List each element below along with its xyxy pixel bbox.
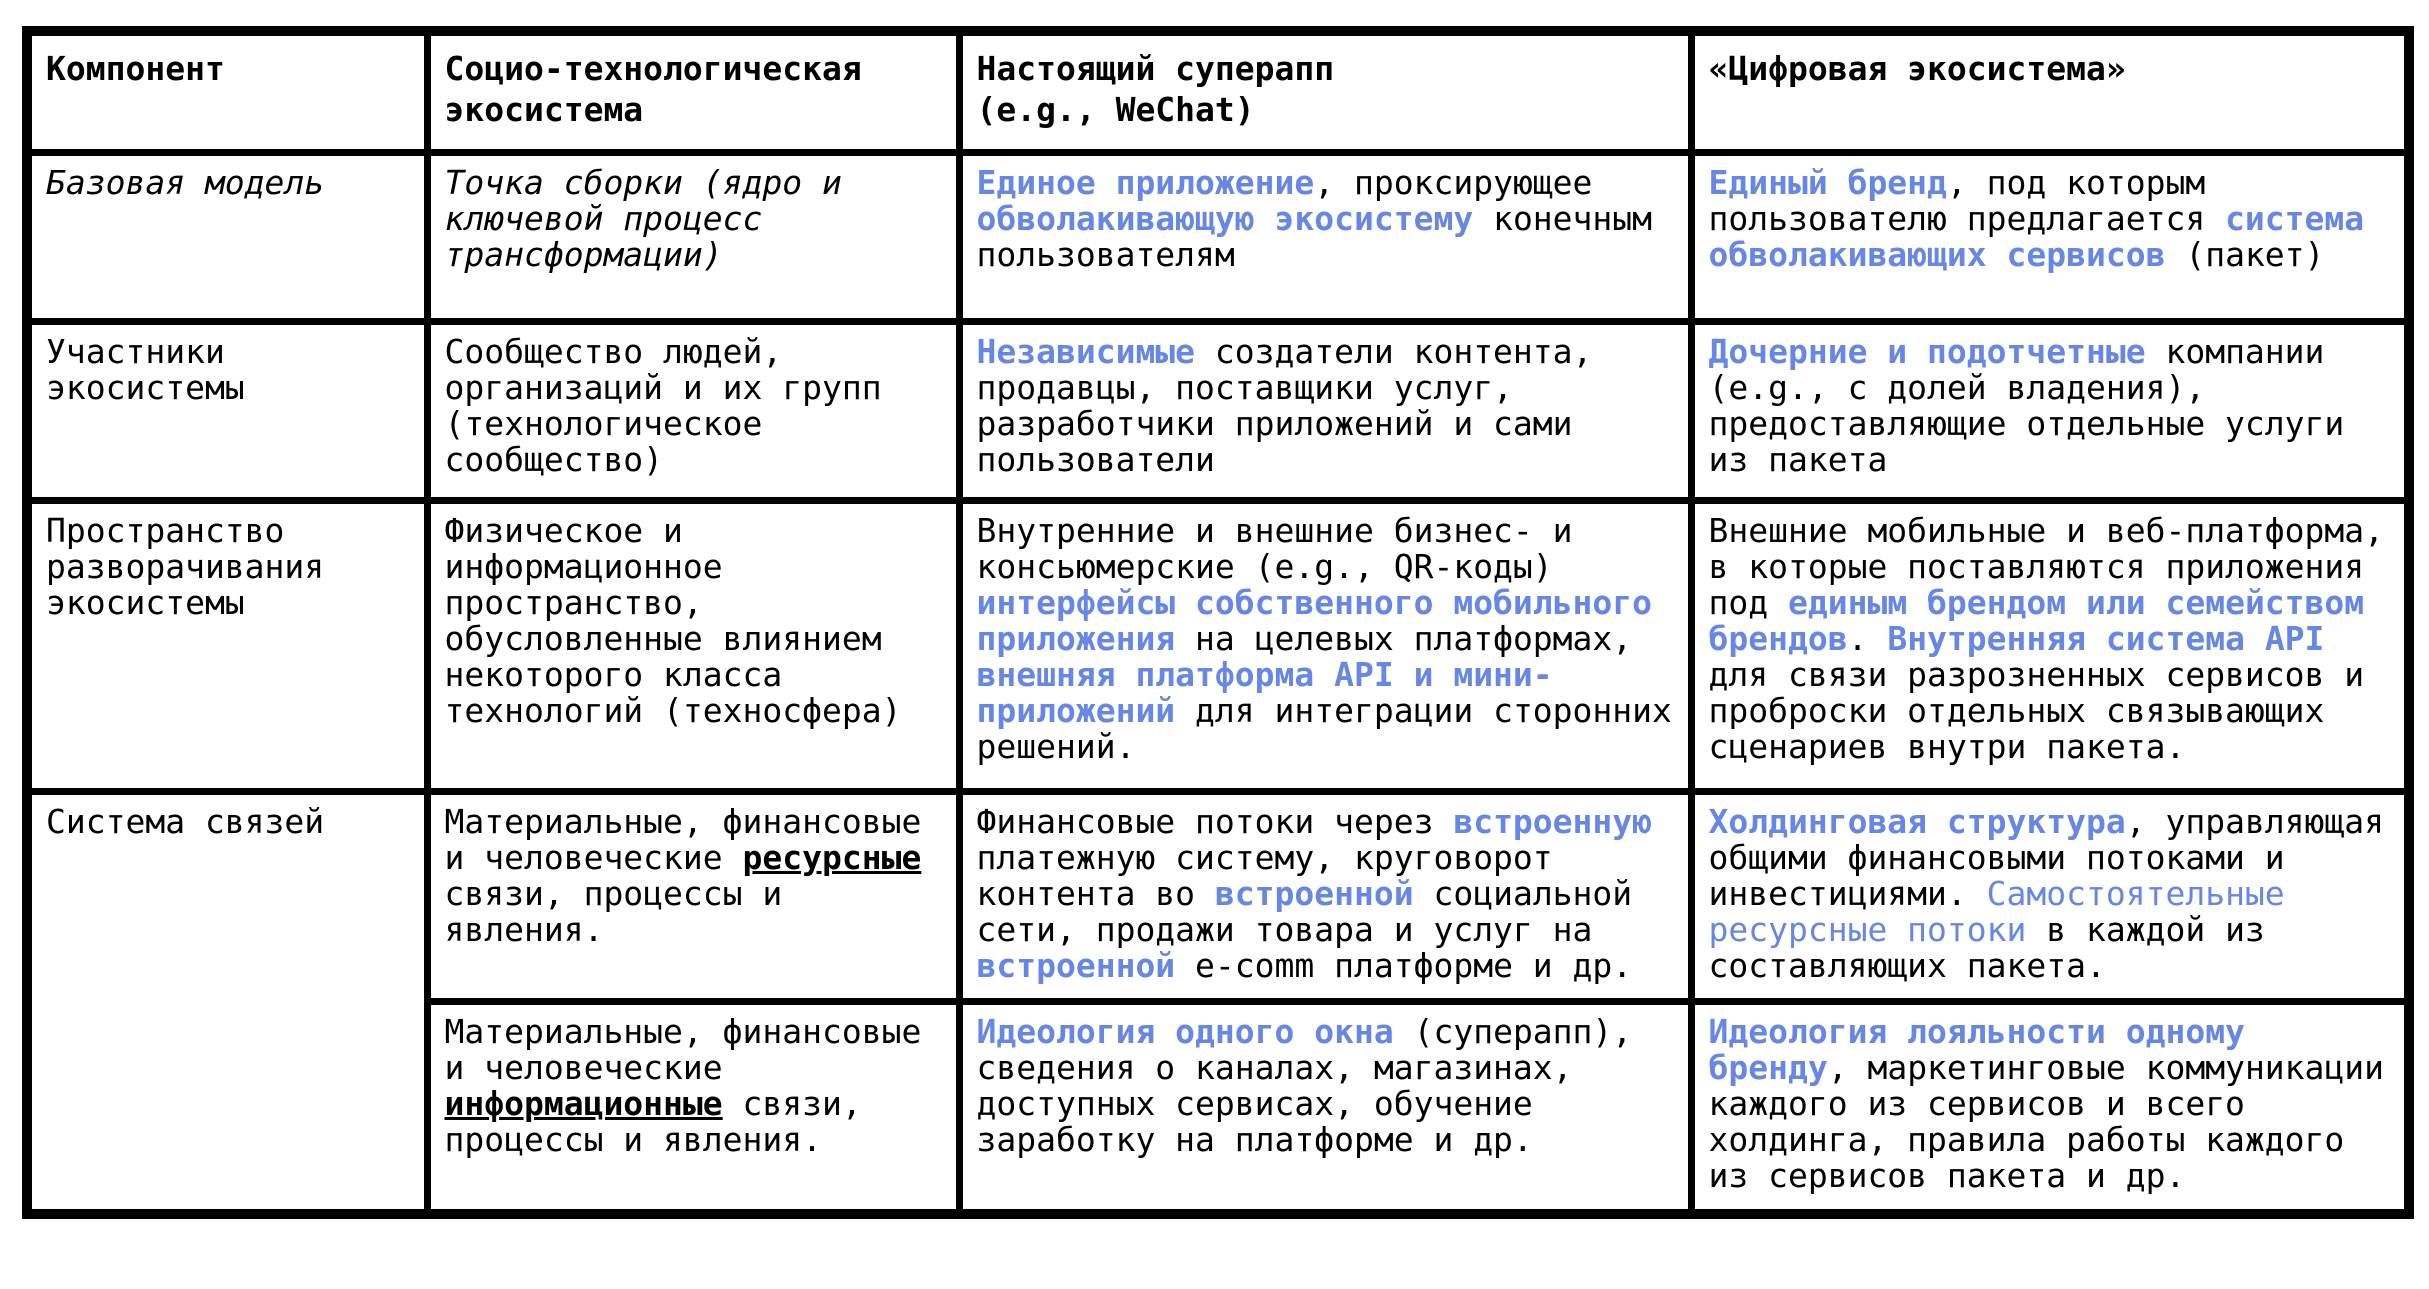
cell-base-model-digital bbox=[1691, 152, 2409, 321]
text-segment: Пространство разворачивания экосистемы bbox=[46, 510, 325, 622]
ecosystem-comparison-table bbox=[22, 26, 2414, 1219]
text-segment: социальной сети, продажи товара и услуг на bbox=[976, 873, 1633, 949]
text-segment: , маркетинговые коммуникации каждого из сервисов и всего холдинга, правила работы каждого из сервисов пакета и др. bbox=[1708, 1047, 2385, 1195]
cell-space-digital bbox=[1691, 500, 2409, 791]
text-segment: Материальные, финансовые и человеческие bbox=[444, 801, 922, 877]
cell-participants-superapp bbox=[959, 321, 1691, 500]
cell-connections-resource-socio bbox=[427, 791, 959, 1001]
text-segment: (суперапп), сведения о каналах, магазинах, доступных сервисах, обучение заработку на платформе и др. bbox=[976, 1011, 1633, 1159]
header-real-superapp bbox=[959, 31, 1691, 152]
cell-connections-resource-superapp bbox=[959, 791, 1691, 1001]
cell-base-model-superapp bbox=[959, 152, 1691, 321]
text-segment: для связи разрозненных сервисов и проброски отдельных связывающих сценариев внутри пакета. bbox=[1708, 654, 2365, 766]
cell-space-socio bbox=[427, 500, 959, 791]
text-segment-accent: Дочерние и подотчетные bbox=[1708, 331, 2146, 371]
text-segment-accent: единым брендом или семейством брендов bbox=[1708, 582, 2365, 658]
text-segment: в каждой из составляющих пакета. bbox=[1708, 909, 2265, 985]
header-label: Настоящий суперапп bbox=[976, 49, 1335, 88]
text-segment: конечным пользователям bbox=[976, 198, 1653, 274]
text-segment: , проксирующее bbox=[1314, 162, 1593, 202]
header-label: Компонент bbox=[46, 49, 225, 88]
text-segment-accent: система обволакивающих сервисов bbox=[1708, 198, 2365, 274]
cell-space-label bbox=[27, 500, 427, 791]
text-segment: компании (e.g., с долей владения), предоставляющие отдельные услуги из пакета bbox=[1708, 331, 2345, 479]
text-segment: Финансовые потоки через bbox=[976, 801, 1454, 841]
header-component bbox=[27, 31, 427, 152]
header-digital-ecosystem bbox=[1691, 31, 2409, 152]
text-segment: (пакет) bbox=[2165, 234, 2325, 274]
text-segment-accent: Самостоятельные ресурсные потоки bbox=[1708, 873, 2285, 949]
cell-connections-info-superapp bbox=[959, 1001, 1691, 1214]
cell-participants-socio bbox=[427, 321, 959, 500]
text-segment: Внешние мобильные и веб-платформа, в которые поставляются приложения под bbox=[1708, 510, 2385, 622]
cell-base-model-label bbox=[27, 152, 427, 321]
text-segment: Система связей bbox=[46, 801, 325, 841]
text-segment-accent: Единый бренд bbox=[1708, 162, 1947, 202]
text-segment-accent: встроенной bbox=[976, 945, 1176, 985]
text-segment: Физическое и информационное пространство, обусловленные влиянием некоторого класса технологий (техносфера) bbox=[444, 510, 902, 730]
header-sublabel: (e.g., WeChat) bbox=[976, 90, 1255, 129]
text-segment: на целевых платформах, bbox=[1175, 618, 1633, 658]
text-segment: , под которым пользователю предлагается bbox=[1708, 162, 2226, 238]
header-label: Социо-технологическая экосистема bbox=[444, 49, 862, 129]
text-segment: . bbox=[1847, 618, 1888, 658]
text-segment-underline: информационные bbox=[444, 1083, 723, 1123]
text-segment: Сообщество людей, организаций и их групп (технологическое сообщество) bbox=[444, 331, 882, 479]
text-segment-accent: интерфейсы собственного мобильного приложения bbox=[976, 582, 1653, 658]
text-segment: связи, процессы и явления. bbox=[444, 1083, 862, 1159]
cell-connections-info-socio bbox=[427, 1001, 959, 1214]
text-segment: Внутренние и внешние бизнес- и консьюмерские (e.g., QR-коды) bbox=[976, 510, 1573, 586]
text-segment-accent: внешняя платформа API и мини-приложений bbox=[976, 654, 1553, 730]
text-segment-accent: обволакивающую экосистему bbox=[976, 198, 1474, 238]
text-segment: создатели контента, продавцы, поставщики услуг, разработчики приложений и сами пользователи bbox=[976, 331, 1593, 479]
cell-participants-digital bbox=[1691, 321, 2409, 500]
text-segment-accent: встроенную bbox=[1453, 801, 1653, 841]
text-segment-accent: Холдинговая структура bbox=[1708, 801, 2126, 841]
text-segment: , управляющая общими финансовыми потоками и инвестициями. bbox=[1708, 801, 2385, 913]
text-segment-underline: ресурсные bbox=[742, 837, 922, 877]
row-deployment-space bbox=[27, 500, 2409, 791]
cell-participants-label bbox=[27, 321, 427, 500]
text-segment-accent: Независимые bbox=[976, 331, 1196, 371]
row-base-model bbox=[27, 152, 2409, 321]
cell-connections-info-digital bbox=[1691, 1001, 2409, 1214]
text-segment-accent: встроенной bbox=[1214, 873, 1414, 913]
text-segment: e-comm платформе и др. bbox=[1175, 945, 1633, 985]
cell-connections-label bbox=[27, 791, 427, 1214]
header-row bbox=[27, 31, 2409, 152]
text-segment: Материальные, финансовые и человеческие bbox=[444, 1011, 922, 1087]
cell-connections-resource-digital bbox=[1691, 791, 2409, 1001]
text-segment-accent: Идеология лояльности одному бренду bbox=[1708, 1011, 2245, 1087]
text-segment-accent: Внутренняя система API bbox=[1887, 618, 2325, 658]
row-connections-resources bbox=[27, 791, 2409, 1001]
text-segment: для интеграции сторонних решений. bbox=[976, 690, 1672, 766]
text-segment: платежную систему, круговорот контента во bbox=[976, 837, 1553, 913]
cell-space-superapp bbox=[959, 500, 1691, 791]
text-segment: Участники экосистемы bbox=[46, 331, 245, 407]
header-label: «Цифровая экосистема» bbox=[1708, 49, 2126, 88]
text-segment: Базовая модель bbox=[46, 162, 325, 202]
text-segment: Точка сборки (ядро и ключевой процесс трансформации) bbox=[444, 162, 842, 274]
header-socio-tech-ecosystem bbox=[427, 31, 959, 152]
text-segment: связи, процессы и явления. bbox=[444, 873, 783, 949]
row-participants bbox=[27, 321, 2409, 500]
text-segment-accent: Идеология одного окна bbox=[976, 1011, 1394, 1051]
text-segment-accent: Единое приложение bbox=[976, 162, 1315, 202]
cell-base-model-socio bbox=[427, 152, 959, 321]
